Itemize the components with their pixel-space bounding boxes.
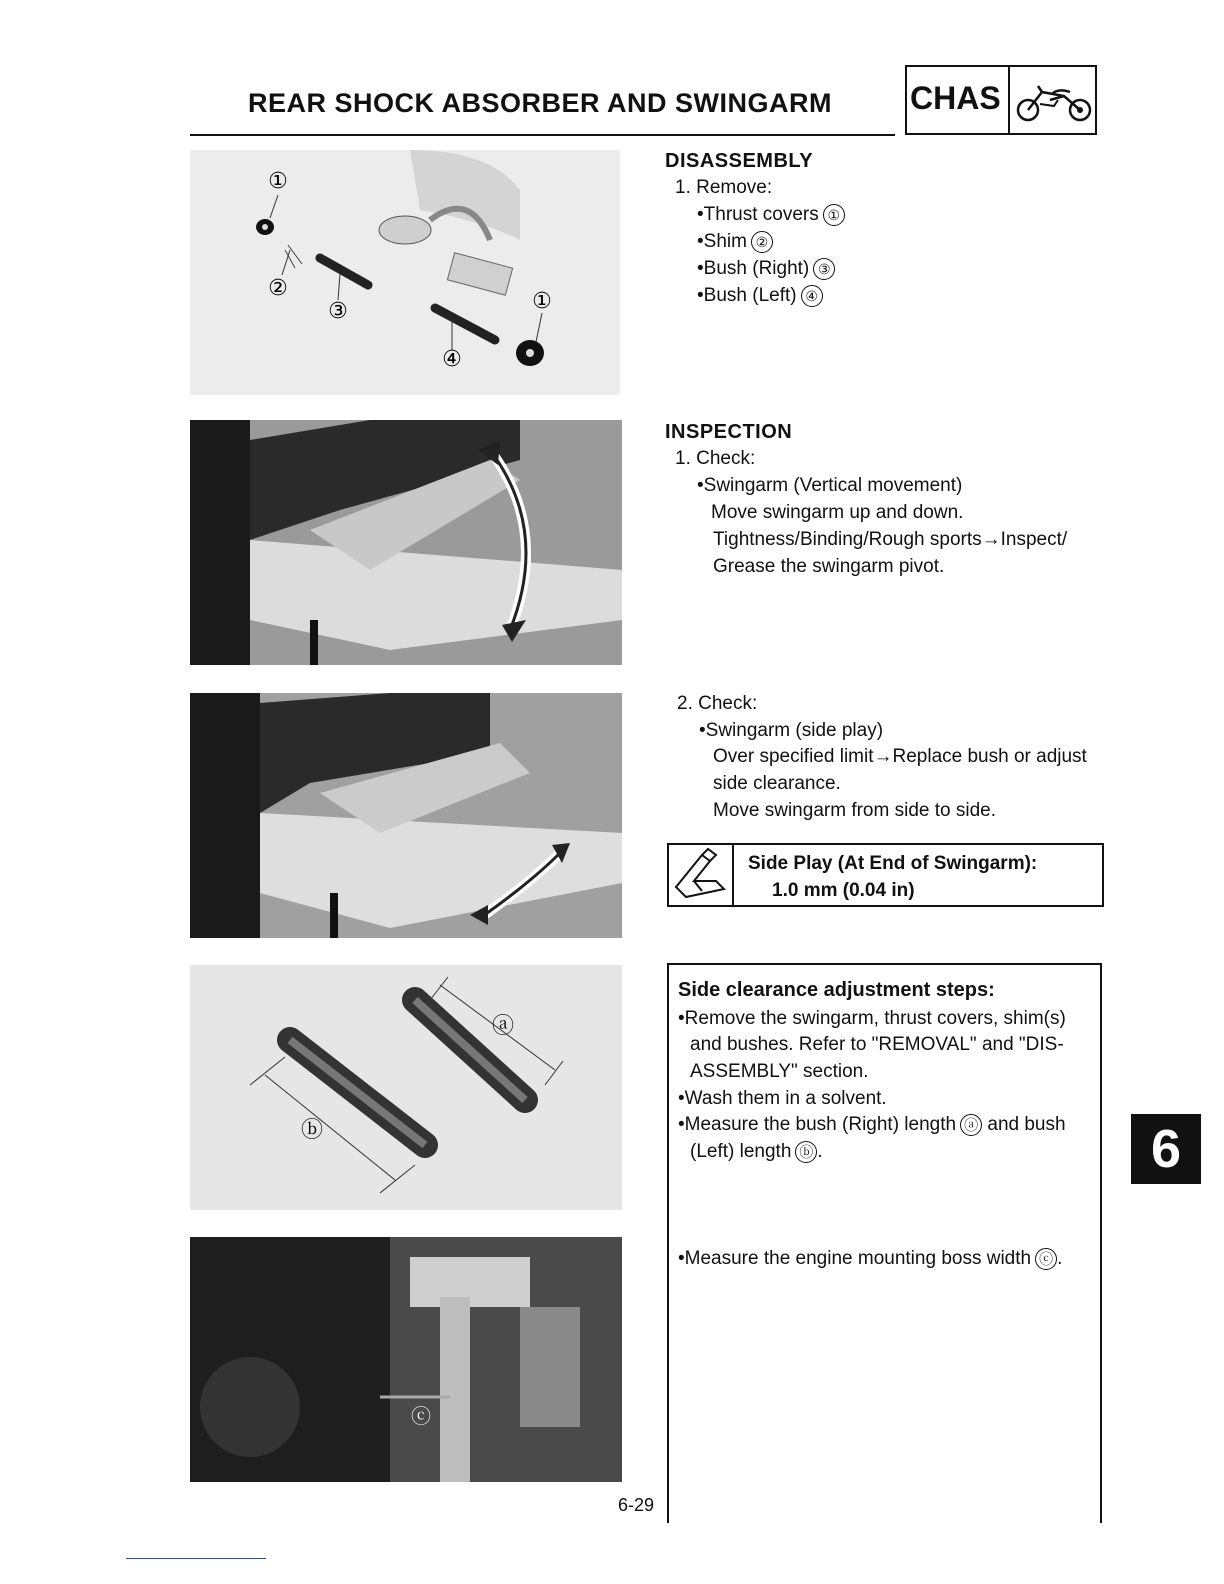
- page-title: REAR SHOCK ABSORBER AND SWINGARM: [247, 88, 832, 118]
- inspection-line: Tightness/Binding/Rough sports→Inspect/: [713, 529, 1068, 550]
- callout-2: ②: [268, 276, 288, 301]
- caliper-icon: [672, 847, 730, 908]
- adjustment-line: and bushes. Refer to "REMOVAL" and "DIS-: [690, 1034, 1064, 1055]
- inspection-heading: INSPECTION: [665, 421, 793, 443]
- adjustment-line: •Measure the bush (Right) length ⓐ and bush: [678, 1114, 1066, 1135]
- adjustment-boss-line: •Measure the engine mounting boss width ⓒ .: [678, 1248, 1063, 1269]
- chapter-tab: 6: [1131, 1114, 1201, 1184]
- inspection-step-1: 1. Check:: [675, 448, 756, 469]
- spec-value: 1.0 mm (0.04 in): [772, 880, 915, 901]
- disassembly-item: •Bush (Right) ③: [697, 255, 835, 282]
- footer-line: [126, 1558, 266, 1559]
- disassembly-step: 1. Remove:: [675, 177, 773, 198]
- callout-1a: ①: [268, 169, 288, 194]
- inspection-line: Move swingarm up and down.: [711, 502, 964, 523]
- callout-a: ⓐ: [491, 1014, 515, 1039]
- chapter-code: CHAS: [910, 80, 1001, 116]
- spec-label: Side Play (At End of Swingarm):: [748, 853, 1038, 874]
- adjustment-line: (Left) length ⓑ .: [690, 1141, 823, 1162]
- adjustment-line: ASSEMBLY" section.: [690, 1061, 869, 1082]
- disassembly-heading: DISASSEMBLY: [665, 150, 814, 172]
- adjustment-heading: Side clearance adjustment steps:: [678, 979, 995, 1001]
- callout-1b: ①: [532, 289, 552, 314]
- inspection-line: side clearance.: [713, 773, 841, 794]
- page-number: 6-29: [618, 1495, 655, 1515]
- disassembly-item: •Thrust covers ①: [697, 201, 845, 228]
- photo-bush-lengths: [190, 965, 622, 1210]
- inspection-step-2: 2. Check:: [677, 693, 758, 714]
- motorcycle-icon: [1014, 78, 1094, 133]
- inspection-line: Move swingarm from side to side.: [713, 800, 996, 821]
- photo-disassembly-parts: [190, 150, 620, 395]
- disassembly-item: •Shim ②: [697, 228, 773, 255]
- inspection-line: •Swingarm (Vertical movement): [697, 475, 963, 496]
- callout-4: ④: [442, 347, 462, 372]
- callout-b: ⓑ: [300, 1118, 324, 1143]
- inspection-line: Over specified limit→Replace bush or adjust: [713, 746, 1087, 767]
- photo-vertical-movement: [190, 420, 622, 665]
- adjustment-line: •Wash them in a solvent.: [678, 1088, 887, 1109]
- inspection-line: •Swingarm (side play): [699, 720, 884, 741]
- callout-3: ③: [328, 299, 348, 324]
- photo-engine-boss: [190, 1237, 622, 1482]
- adjustment-line: •Remove the swingarm, thrust covers, shim(s): [678, 1008, 1066, 1029]
- callout-c: ⓒ: [411, 1404, 431, 1428]
- spec-box-divider: [732, 843, 734, 907]
- title-rule: [190, 134, 895, 136]
- chapter-badge-divider: [1008, 65, 1010, 135]
- photo-side-play: [190, 693, 622, 938]
- disassembly-item: •Bush (Left) ④: [697, 282, 823, 309]
- inspection-line: Grease the swingarm pivot.: [713, 556, 945, 577]
